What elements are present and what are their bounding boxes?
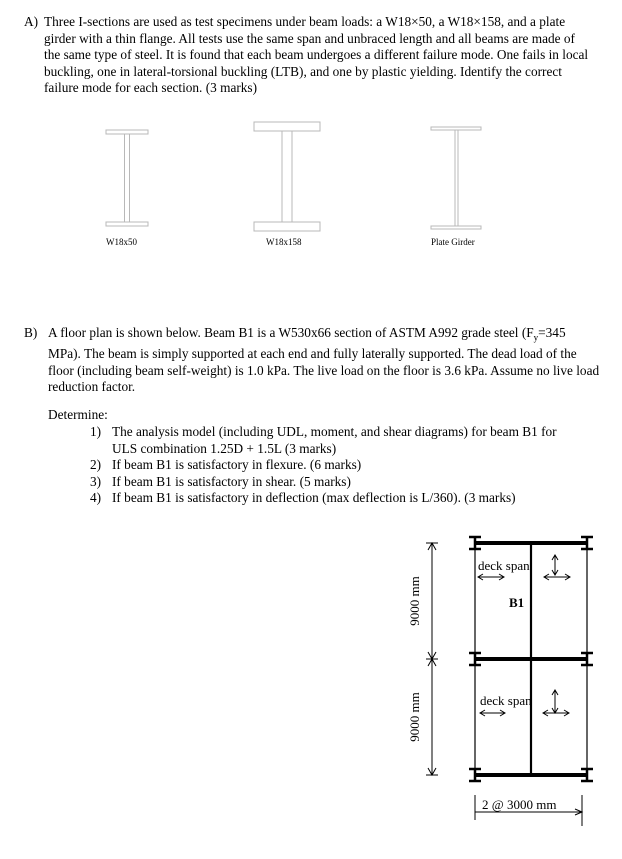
part-a-text: Three I-sections are used as test specimens under beam loads: a W18×50, a W18×158, and a plate girder with a thin flange. All tests use the same span and unbraced length and all beams are made of the same type of steel. It is found that each beam undergoes a different failure mode. One fails in local buckling, one in lateral-torsional buckling (LTB), and one by plastic yielding. Identify the correct failure mode for each section. (3 marks) bbox=[44, 14, 589, 96]
caption-plate-girder: Plate Girder bbox=[431, 237, 475, 247]
section-w18x50-drawing bbox=[106, 130, 148, 226]
part-b-text: A floor plan is shown below. Beam B1 is a W530x66 section of ASTM A992 grade steel ($F_y=345$ MPa). The beam is simply supported at each end and fully laterally supported. The dead load of the floor (including beam self-weight) is 1.0 kPa. The live load on the floor is 3.6 kPa. Assume no live load reduction factor. bbox=[48, 325, 600, 395]
floor-plan-drawing bbox=[426, 537, 593, 826]
beam-b1-label: B1 bbox=[509, 595, 525, 610]
task-item-2: 2) If beam B1 is satisfactory in flexure. (6 marks) bbox=[90, 457, 362, 472]
determine-heading: Determine: bbox=[48, 407, 108, 422]
task-item-4: 4) If beam B1 is satisfactory in deflection (max deflection is L/360). (3 marks) bbox=[90, 490, 516, 505]
part-a-label: A) bbox=[24, 14, 39, 29]
section-w18x158-drawing bbox=[254, 122, 320, 231]
task-item-3: 3) If beam B1 is satisfactory in shear. (5 marks) bbox=[90, 474, 351, 489]
dimension-bottom-label: 9000 mm bbox=[407, 692, 422, 742]
dimension-top-label: 9000 mm bbox=[407, 576, 422, 626]
width-dimension-label: 2 @ 3000 mm bbox=[482, 797, 557, 812]
part-b-label: B) bbox=[24, 325, 38, 340]
caption-w18x50: W18x50 bbox=[106, 237, 137, 247]
fy-subscript: y bbox=[533, 332, 539, 343]
caption-w18x158: W18x158 bbox=[266, 237, 302, 247]
section-plate-girder-drawing bbox=[431, 127, 481, 229]
part-b-question bbox=[24, 325, 600, 396]
task-item-1: 1) The analysis model (including UDL, moment, and shear diagrams) for beam B1 for ULS combination 1.25D + 1.5L (3 marks) bbox=[90, 424, 557, 456]
deck-span-bottom-label: deck span bbox=[480, 693, 532, 708]
deck-span-top-label: deck span bbox=[478, 558, 530, 573]
